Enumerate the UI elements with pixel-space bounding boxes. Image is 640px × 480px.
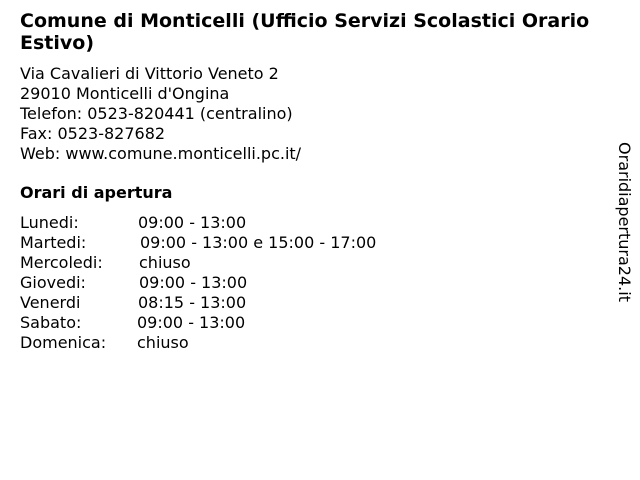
day-hours: chiuso bbox=[137, 333, 189, 352]
page-title: Comune di Monticelli (Ufficio Servizi Scolastici Orario Estivo) bbox=[20, 10, 590, 54]
phone-number: Telefon: 0523-820441 (centralino) bbox=[20, 104, 293, 123]
city-address: 29010 Monticelli d'Ongina bbox=[20, 84, 230, 103]
day-label: Venerdi bbox=[20, 293, 81, 312]
contact-block bbox=[20, 64, 301, 164]
opening-hours-heading: Orari di apertura bbox=[20, 183, 173, 202]
street-address: Via Cavalieri di Vittorio Veneto 2 bbox=[20, 64, 279, 83]
day-label: Domenica: bbox=[20, 333, 107, 352]
day-label: Lunedi: bbox=[20, 213, 79, 232]
fax-number: Fax: 0523-827682 bbox=[20, 124, 166, 143]
day-hours: 08:15 - 13:00 bbox=[138, 293, 247, 312]
day-hours: 09:00 - 13:00 e 15:00 - 17:00 bbox=[140, 233, 377, 252]
day-hours: chiuso bbox=[139, 253, 191, 272]
day-label: Mercoledi: bbox=[20, 253, 103, 272]
day-label: Martedi: bbox=[20, 233, 87, 252]
website-link[interactable]: Web: www.comune.monticelli.pc.it/ bbox=[20, 144, 302, 163]
day-label: Giovedi: bbox=[20, 273, 86, 292]
day-hours: 09:00 - 13:00 bbox=[137, 313, 246, 332]
day-label: Sabato: bbox=[20, 313, 82, 332]
day-hours: 09:00 - 13:00 bbox=[138, 213, 247, 232]
site-watermark: Oraridiapertura24.it bbox=[615, 142, 634, 302]
day-hours: 09:00 - 13:00 bbox=[139, 273, 248, 292]
